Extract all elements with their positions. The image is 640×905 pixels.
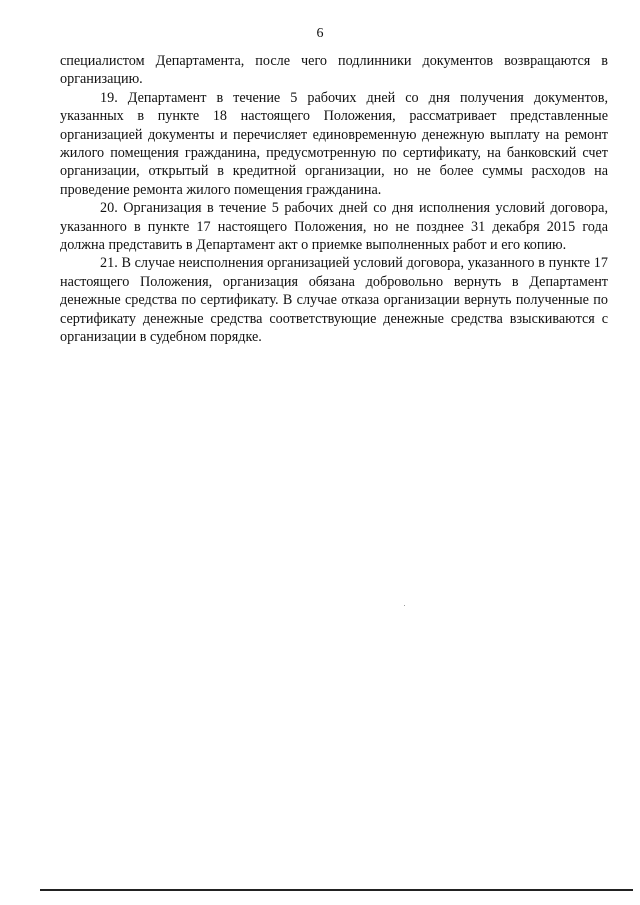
paragraph-20: 20. Организация в течение 5 рабочих дней со дня исполнения условий договора, указанного в пункте 17 настоящего Положения, но не позднее 31 декабря 2015 года должна представить в Департамент акт о приемке выполненных работ и его копию. [60, 200, 608, 254]
document-body [60, 52, 608, 347]
paragraph-19: 19. Департамент в течение 5 рабочих дней со дня получения документов, указанных в пункте 18 настоящего Положения, рассматривает представленные организацией документы и перечисляет единовременную денежную выплату на ремонт жилого помещения гражданина, предусмотренную по сертификату, на банковский счет организации, открытый в кредитной организации, но не более суммы расходов на проведение ремонта жилого помещения гражданина. [60, 89, 608, 198]
bottom-rule [40, 889, 633, 891]
paragraph-21: 21. В случае неисполнения организацией условий договора, указанного в пункте 17 настоящего Положения, организация обязана добровольно вернуть в Департамент денежные средства по сертификату. В случае отказа организации вернуть полученные по сертификату денежные средства соответствующие денежные средства взыскиваются с организации в судебном порядке. [60, 255, 608, 346]
scan-speck [404, 605, 405, 606]
paragraph-continuation: специалистом Департамента, после чего подлинники документов возвращаются в организацию. [60, 53, 608, 88]
page-number: 6 [316, 26, 324, 41]
